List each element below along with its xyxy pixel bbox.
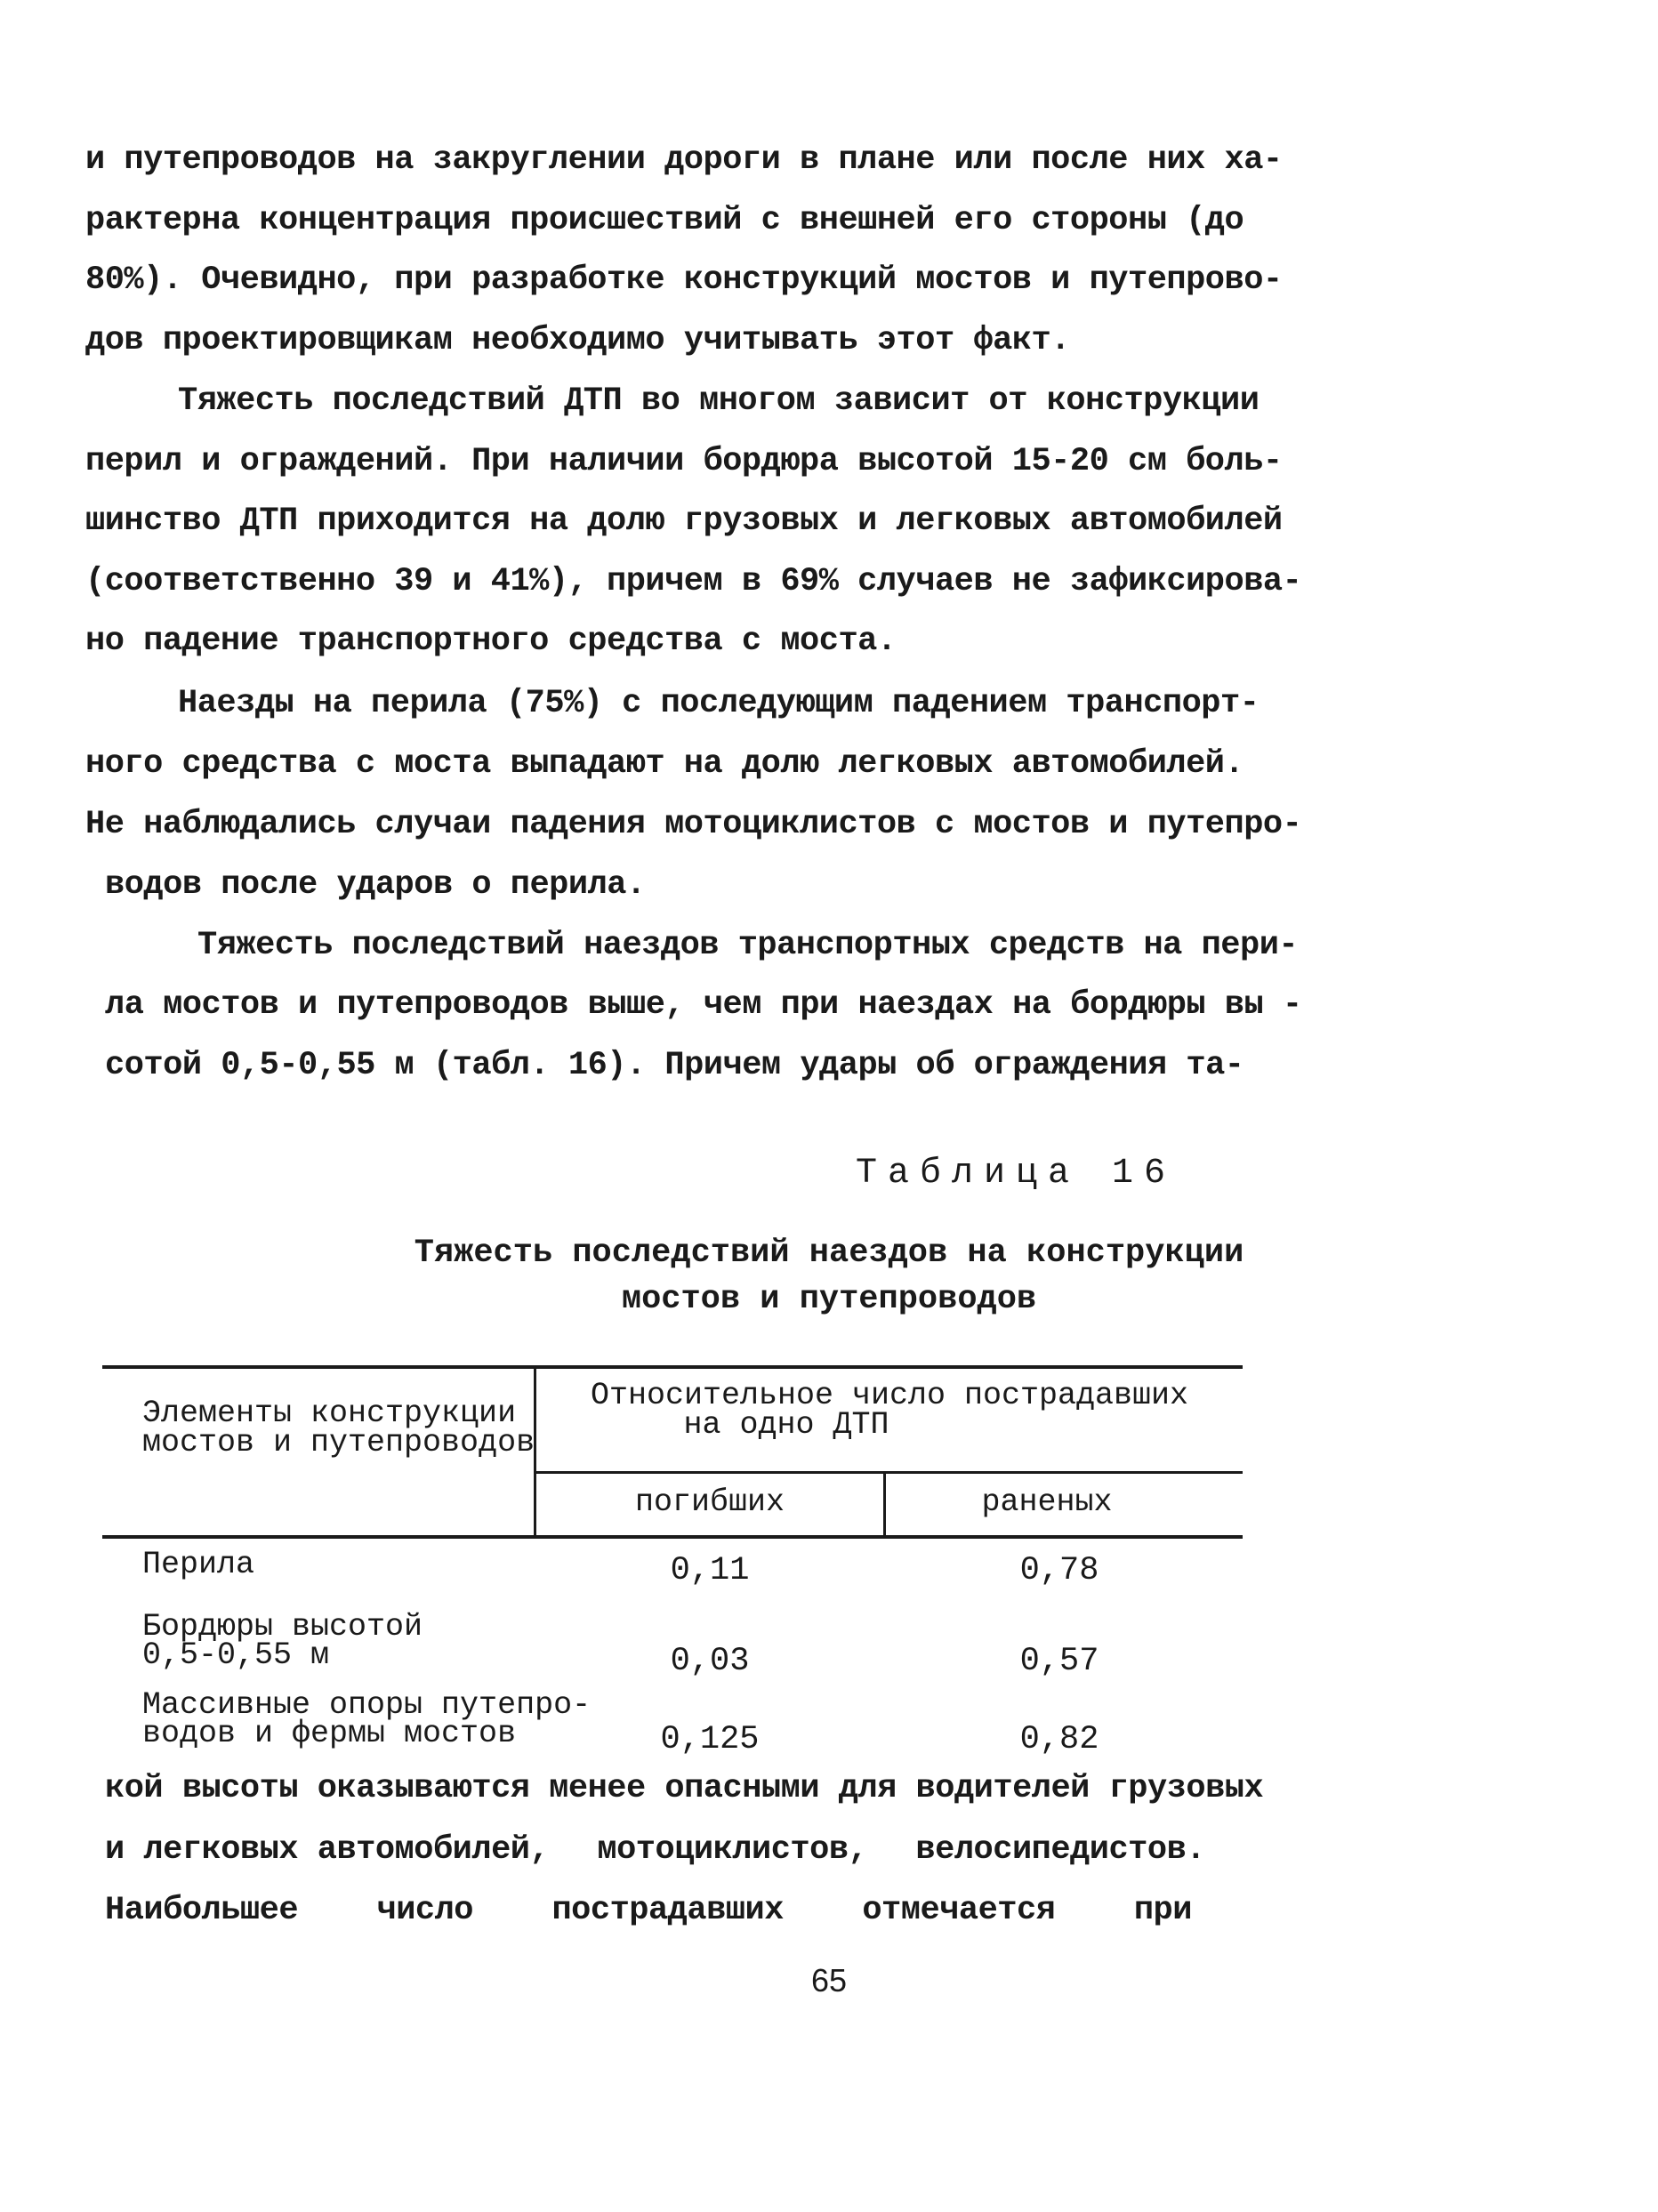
paragraph-line-justified xyxy=(105,1894,1192,1927)
table-row-name: Перила xyxy=(142,1547,255,1582)
table-header-bottom-rule xyxy=(102,1535,1243,1539)
paragraph-line: но падение транспортного средства с моста. xyxy=(85,623,897,660)
header-elements-2: мостов и путепроводов xyxy=(142,1425,535,1460)
table-cell-killed: 0,125 xyxy=(660,1721,760,1758)
table-cell-injured: 0,57 xyxy=(1019,1643,1099,1680)
paragraph-line: дов проектировщикам необходимо учитывать этот факт. xyxy=(85,322,1070,359)
word: отмечается xyxy=(862,1892,1056,1929)
table-caption-2: мостов и путепроводов xyxy=(621,1281,1037,1318)
header-elements: Элементы конструкции xyxy=(142,1396,517,1431)
page-number: 65 xyxy=(810,1962,848,1999)
word: число xyxy=(376,1892,474,1929)
word: Наибольшее xyxy=(105,1892,299,1929)
word: при xyxy=(1133,1892,1192,1929)
paragraph-line: водов после ударов о перила. xyxy=(105,866,646,904)
paragraph-line: Тяжесть последствий наездов транспортных средств на пери- xyxy=(197,927,1299,964)
paragraph-line: рактерна концентрация происшествий с внешней его стороны (до xyxy=(85,202,1244,239)
paragraph-line: шинство ДТП приходится на долю грузовых и легковых автомобилей xyxy=(85,503,1283,540)
paragraph-line: и путепроводов на закруглении дороги в плане или после них ха- xyxy=(85,141,1283,179)
table-row-name-2: 0,5-0,55 м xyxy=(142,1637,330,1673)
paragraph-line: ного средства с моста выпадают на долю легковых автомобилей. xyxy=(85,745,1244,783)
paragraph-line: перил и ограждений. При наличии бордюра высотой 15-20 см боль- xyxy=(85,443,1283,480)
paragraph-line: Наезды на перила (75%) с последующим падением транспорт- xyxy=(178,685,1260,722)
table-row-name-2: водов и фермы мостов xyxy=(142,1716,517,1751)
paragraph-line: сотой 0,5-0,55 м (табл. 16). Причем удары об ограждения та- xyxy=(105,1047,1244,1084)
table-label: Таблица 16 xyxy=(856,1154,1177,1194)
table-cell-injured: 0,82 xyxy=(1019,1721,1099,1758)
paragraph-line: Тяжесть последствий ДТП во многом зависит от конструкции xyxy=(178,382,1260,420)
word: мотоциклистов, xyxy=(597,1831,868,1869)
paragraph-line: 80%). Очевидно, при разработке конструкций мостов и путепрово- xyxy=(85,261,1283,299)
paragraph-line: ла мостов и путепроводов выше, чем при наездах на бордюры вы - xyxy=(105,986,1302,1024)
table-cell-killed: 0,03 xyxy=(670,1643,750,1680)
table-row-name: Массивные опоры путепро- xyxy=(142,1687,592,1723)
paragraph-line: Не наблюдались случаи падения мотоциклистов с мостов и путепро- xyxy=(85,806,1302,843)
header-injured: раненых xyxy=(981,1484,1113,1520)
word: и легковых автомобилей, xyxy=(105,1831,550,1869)
paragraph-line: кой высоты оказываются менее опасными для водителей грузовых xyxy=(105,1770,1264,1807)
word: велосипедистов. xyxy=(915,1831,1205,1869)
table-subheader-rule xyxy=(536,1471,1243,1474)
word: пострадавших xyxy=(551,1892,784,1929)
table-cell-killed: 0,11 xyxy=(670,1552,750,1589)
paragraph-line-justified xyxy=(105,1831,1205,1869)
paragraph-line: (соответственно 39 и 41%), причем в 69% случаев не зафиксирова- xyxy=(85,563,1302,600)
table-cell-injured: 0,78 xyxy=(1019,1552,1099,1589)
table-top-rule xyxy=(102,1365,1243,1369)
table-row-name: Бордюры высотой xyxy=(142,1609,423,1645)
table-caption: Тяжесть последствий наездов на конструкции xyxy=(414,1235,1244,1272)
header-killed: погибших xyxy=(634,1484,785,1520)
header-relative-count: Относительное число пострадавших xyxy=(590,1378,1189,1413)
header-relative-count-2: на одно ДТП xyxy=(683,1407,889,1443)
